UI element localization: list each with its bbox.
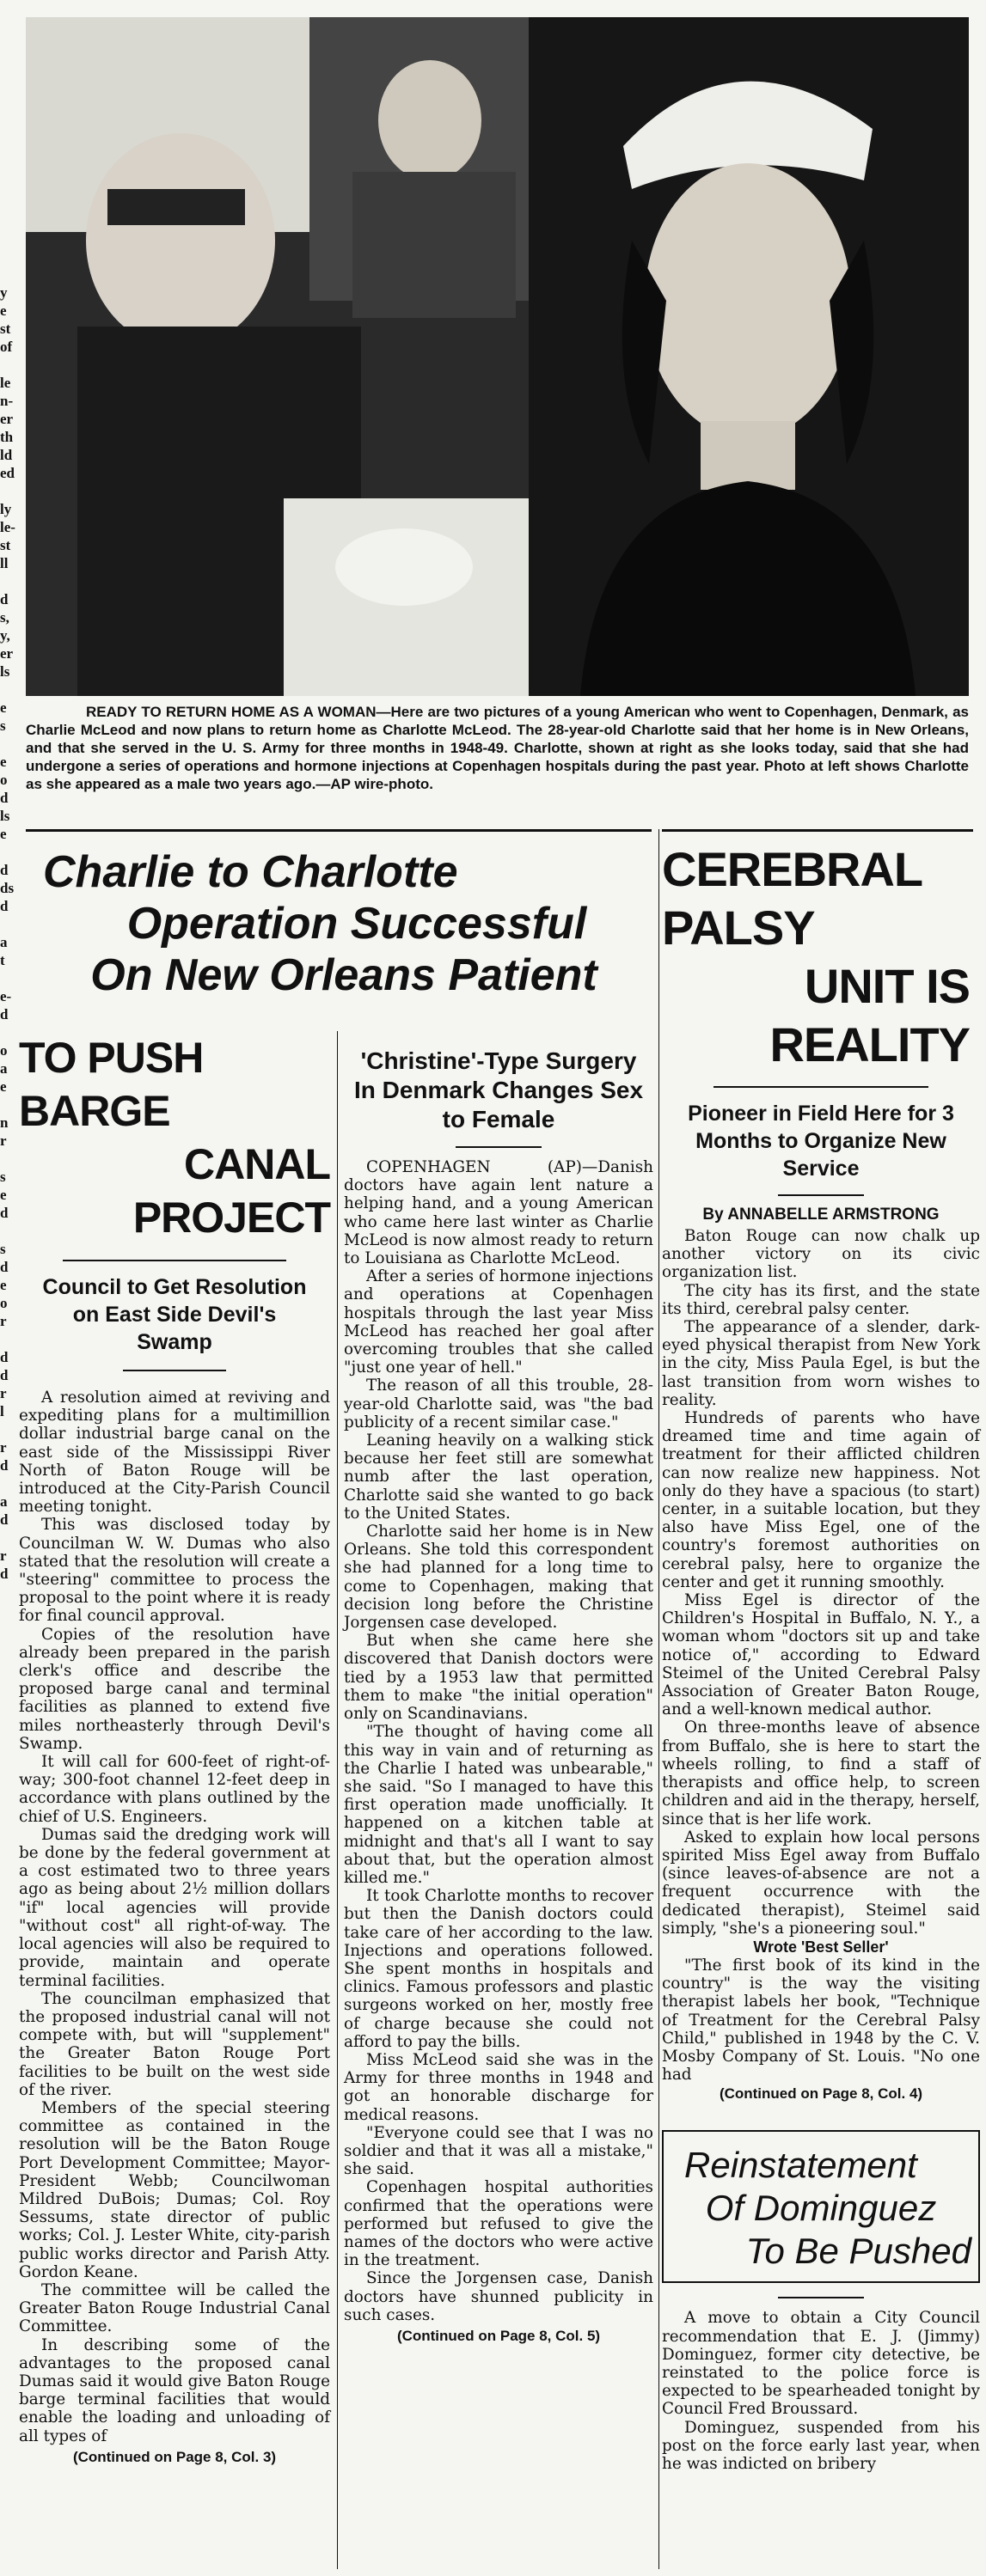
edge-fragment: th: [0, 429, 14, 445]
cerebral-continued: (Continued on Page 8, Col. 4): [719, 2085, 923, 2103]
cerebral-rule-2: [713, 1086, 928, 1088]
edge-fragment: [0, 681, 15, 699]
edge-fragment: d: [0, 1511, 9, 1528]
edge-fragment: [0, 843, 15, 861]
cerebral-headline-line2: UNIT IS REALITY: [769, 959, 970, 1071]
edge-fragment: s: [0, 1241, 6, 1257]
paragraph: Charlotte said her home is in New Orleans. She told this correspondent she had planned for a long time to come to Copenhagen, making that decision long before the Christine Jorgensen case developed.: [344, 1523, 653, 1633]
paragraph: The committee will be called the Greater Baton Rouge Industrial Canal Committee.: [19, 2280, 330, 2336]
paragraph: Copenhagen hospital authorities confirmed that the operations were performed but refused to give the names of the doctors who were active in the treatment.: [344, 2178, 653, 2270]
barge-headline-line2: CANAL PROJECT: [132, 1140, 330, 1242]
photo-caption: [26, 703, 969, 793]
edge-fragment: ed: [0, 465, 15, 481]
edge-fragment: e: [0, 1277, 7, 1293]
paragraph: But when she came here she discovered that Danish doctors were tied by a 1953 law that permitted them to make "the initial operation" only on Scandinavians.: [344, 1632, 653, 1724]
edge-fragment: d: [0, 898, 9, 914]
edge-fragment: o: [0, 1295, 8, 1311]
edge-fragment: e: [0, 302, 7, 319]
edge-fragment: r: [0, 1313, 7, 1329]
dominguez-headline-line3: To Be Pushed: [745, 2231, 971, 2272]
paragraph: Copies of the resolution have already been prepared in the parish clerk's office and describe the proposed barge canal and terminal facilities as planned to extend five miles northeasterly through Devil's Swamp.: [19, 1625, 330, 1753]
edge-fragment: r: [0, 1547, 7, 1564]
dominguez-headline-line2: Of Dominguez: [705, 2188, 937, 2229]
edge-fragment: ds: [0, 880, 15, 896]
edge-fragment: d: [0, 1006, 9, 1022]
edge-fragment: e: [0, 754, 7, 770]
edge-fragment: y,: [0, 627, 10, 644]
edge-fragment: e-: [0, 988, 12, 1004]
edge-fragment: a: [0, 1493, 8, 1510]
paragraph: Miss Egel is director of the Children's Hospital in Buffalo, N. Y., a woman whom "doctors sit up and take notice of," according to Edward Steimel of the United Cerebral Palsy Association of Greater Baton Rouge, and a well-known medical author.: [662, 1591, 980, 1719]
edge-fragment: y: [0, 284, 8, 301]
paragraph: The city has its first, and the state its third, cerebral palsy center.: [662, 1281, 980, 1318]
paragraph: "The thought of having come all this way in vain and of returning as the Charlie I hated was unbearable," she said. "So I managed to have this first operation made unofficially. It happened on a kitchen table at midnight and that's all I want to say about that, but the operation almost killed me.": [344, 1723, 653, 1887]
edge-fragment: [0, 1222, 15, 1240]
barge-body: [19, 1389, 330, 2445]
edge-fragment: st: [0, 320, 11, 337]
edge-fragment: ls: [0, 808, 10, 824]
paragraph: Hundreds of parents who have dreamed time and time again of treatment for their afflicted children can now realize new happiness. Not only do they have a spacious (to start) center, in a suitable location, but they also have Miss Egel, one of the country's foremost authorities on cerebral palsy, here to organize the center and get it running smoothly.: [662, 1409, 980, 1591]
paragraph: A move to obtain a City Council recommendation that E. J. (Jimmy) Dominguez, former city detective, be reinstated to the police force is expected to be spearheaded tonight by Council Fred Broussard.: [662, 2309, 980, 2419]
christine-rule: [456, 1146, 542, 1148]
edge-fragment: [0, 915, 15, 933]
edge-fragment: l: [0, 1403, 4, 1419]
edge-fragment: d: [0, 591, 9, 607]
main-headline-line3: On New Orleans Patient: [90, 950, 597, 1000]
christine-headline: 'Christine'-Type Surgery In Denmark Changes Sex to Female: [353, 1047, 644, 1132]
paragraph: COPENHAGEN (AP)—Danish doctors have again lent nature a helping hand, and a young American who came here last winter as Charlie McLeod is now almost ready to return to Louisiana as Charlotte McLeod.: [344, 1158, 653, 1268]
edge-fragment: [0, 1420, 15, 1438]
caption-text: —Here are two pictures of a young American who went to Copenhagen, Denmark, as Charlie McLeod and now plans to return home as Charlotte McLeod. The 28-year-old Charlotte said that her home is in New Orleans, and that she served in the U. S. Army for three months in 1948-49. Charlotte, shown at right as she looks today, said that she had undergone a series of operations and hormone injections at Copenhagen hospitals during the past year. Photo at left shows Charlotte as she appeared as a male two years ago.—AP wire-photo.: [26, 704, 969, 792]
paragraph: In describing some of the advantages to the proposed canal Dumas said it would give Baton Rouge barge terminal facilities that would enable the loading and unloading of all types of: [19, 2335, 330, 2445]
barge-article: [19, 1031, 330, 2466]
barge-rule: [63, 1260, 286, 1261]
edge-fragment: [0, 1150, 15, 1168]
caption-lead: READY TO RETURN HOME AS A WOMAN: [86, 704, 377, 720]
paragraph: A resolution aimed at reviving and expediting plans for a multimillion dollar industrial barge canal on the east side of the Mississippi River North of Baton Rouge will be introduced at the City-Parish Council meeting tonight.: [19, 1389, 330, 1517]
col-divider-2: [658, 829, 659, 2569]
paragraph: "Everyone could see that I was no soldier and that it was all a mistake," she said.: [344, 2123, 653, 2179]
cerebral-rule-3: [778, 1194, 864, 1196]
cerebral-headline-line1: CEREBRAL PALSY: [662, 842, 922, 955]
edge-fragment: er: [0, 411, 14, 427]
edge-fragment: a: [0, 1060, 8, 1077]
edge-fragment: d: [0, 1457, 9, 1474]
edge-fragment: [0, 735, 15, 753]
barge-headline: [19, 1031, 330, 1244]
paragraph: Dominguez, suspended from his post on the force early last year, when he was indicted on bribery: [662, 2418, 980, 2473]
edge-fragment: ll: [0, 555, 9, 571]
paragraph: It will call for 600-feet of right-of-way; 300-foot channel 12-feet deep in accordance with plans outlined by the chief of U.S. Engineers.: [19, 1753, 330, 1826]
edge-fragment: [0, 572, 15, 590]
photo-left: [26, 17, 529, 696]
edge-fragment: e: [0, 1078, 7, 1095]
edge-fragment: d: [0, 862, 9, 878]
edge-fragment: le-: [0, 519, 15, 535]
cerebral-subhead: Pioneer in Field Here for 3 Months to Organize New Service: [688, 1102, 954, 1181]
dominguez-headline: [671, 2144, 971, 2273]
edge-fragment: e: [0, 699, 7, 716]
paragraph: On three-months leave of absence from Buffalo, she is here to start the wheels rolling, to find a staff of therapists and office help, to screen children and aid in the therapy, herself, since that is her life work.: [662, 1718, 980, 1828]
edge-fragment: [0, 1096, 15, 1114]
rule-top-left: [26, 829, 652, 832]
left-edge-fragments: [0, 284, 15, 1583]
cerebral-subhead-2: Wrote 'Best Seller': [753, 1938, 889, 1956]
edge-fragment: [0, 1023, 15, 1041]
christine-article: [344, 1031, 653, 2345]
edge-fragment: d: [0, 1566, 9, 1582]
dominguez-box: [662, 2130, 980, 2283]
photo-right-image: [529, 17, 969, 696]
paragraph: The councilman emphasized that the proposed industrial canal will not compete with, but will "supplement" the Greater Baton Rouge Port facilities to be built on the west side of the river.: [19, 1989, 330, 2099]
dominguez-rule: [778, 2297, 864, 2298]
edge-fragment: n: [0, 1114, 9, 1131]
edge-fragment: [0, 1474, 15, 1492]
edge-fragment: a: [0, 934, 8, 950]
edge-fragment: d: [0, 1349, 9, 1365]
edge-fragment: r: [0, 1439, 7, 1456]
edge-fragment: t: [0, 952, 5, 968]
edge-fragment: s: [0, 717, 6, 734]
edge-fragment: st: [0, 537, 11, 553]
cerebral-body-2: [662, 1956, 980, 2084]
cerebral-headline: [662, 832, 980, 1074]
main-headline-line1: Charlie to Charlotte: [43, 847, 458, 897]
edge-fragment: r: [0, 1132, 7, 1149]
edge-fragment: [0, 969, 15, 987]
photo-left-image: [26, 17, 529, 696]
edge-fragment: d: [0, 1259, 9, 1275]
edge-fragment: s: [0, 1169, 6, 1185]
paragraph: Members of the special steering committee as contained in the resolution will be the Baton Rouge Port Development Committee; Mayor-President Webb; Councilwoman Mildred DuBois; Dumas; Col. Roy Sessums, state director of public works; Col. J. Lester White, city-parish public works director and Parish Atty. Gordon Keane.: [19, 2098, 330, 2281]
edge-fragment: ly: [0, 501, 12, 517]
paragraph: Baton Rouge can now chalk up another victory on its civic organization list.: [662, 1227, 980, 1282]
christine-continued: (Continued on Page 8, Col. 5): [396, 2328, 601, 2344]
main-headline: [26, 846, 662, 1001]
edge-fragment: d: [0, 1367, 9, 1383]
barge-rule-2: [123, 1370, 226, 1371]
dominguez-headline-line1: Reinstatement: [684, 2145, 917, 2186]
edge-fragment: d: [0, 1205, 9, 1221]
edge-fragment: o: [0, 1042, 8, 1059]
edge-fragment: [0, 482, 15, 500]
barge-continued: (Continued on Page 8, Col. 3): [72, 2448, 277, 2465]
edge-fragment: e: [0, 826, 7, 842]
paragraph: This was disclosed today by Councilman W. W. Dumas who also stated that the resolution will create a "steering" committee to process the proposal to the point where it is ready for final council approval.: [19, 1516, 330, 1626]
cerebral-article: [662, 829, 980, 2473]
edge-fragment: er: [0, 645, 14, 662]
edge-fragment: le: [0, 375, 11, 391]
paragraph: After a series of hormone injections and operations at Copenhagen hospitals through the last year Miss McLeod has reached her goal after overcoming troubles that she called "just one year of hell.": [344, 1267, 653, 1377]
edge-fragment: [0, 356, 15, 374]
cerebral-byline: By ANNABELLE ARMSTRONG: [702, 1206, 940, 1224]
edge-fragment: of: [0, 339, 13, 355]
paragraph: Dumas said the dredging work will be done by the federal government at a cost estimated two to three years ago as being about 2½ million dollars "if" local agencies will provide "without cost" all right-of-way. The local agencies will also be required to provide, maintain and operate terminal facilities.: [19, 1825, 330, 1990]
paragraph: Leaning heavily on a walking stick because her feet still are somewhat numb after the last operation, Charlotte said she wanted to go back to the United States.: [344, 1431, 653, 1523]
edge-fragment: s,: [0, 609, 9, 626]
paragraph: The appearance of a slender, dark-eyed physical therapist from New York in the city, Miss Paula Egel, is but the last transition from worn wishes to reality.: [662, 1318, 980, 1409]
main-headline-line2: Operation Successful: [126, 899, 587, 949]
edge-fragment: ls: [0, 663, 10, 680]
barge-headline-line1: TO PUSH BARGE: [19, 1034, 204, 1135]
edge-fragment: d: [0, 790, 9, 806]
paragraph: Asked to explain how local persons spirited Miss Egel away from Buffalo (since leaves-of-absence are not a frequent occurrence with the dedicated therapist), Steimel said simply, "she's a pioneering soul.": [662, 1828, 980, 1938]
christine-body: [344, 1158, 653, 2324]
edge-fragment: n-: [0, 393, 14, 409]
edge-fragment: r: [0, 1385, 7, 1401]
paragraph: It took Charlotte months to recover but then the Danish doctors could take care of her according to the law. Injections and operations followed. She spent months in hospitals and clinics. Famous professors and plastic surgeons worked on her, mostly free of charge because she could not afford to pay the bills.: [344, 1887, 653, 2051]
photo-right: [529, 17, 969, 696]
paragraph: Since the Jorgensen case, Danish doctors have shunned publicity in such cases.: [344, 2269, 653, 2324]
edge-fragment: e: [0, 1187, 7, 1203]
edge-fragment: ld: [0, 447, 13, 463]
paragraph: "The first book of its kind in the country" is the way the visiting therapist labels her book, "Technique of Treatment for the Cerebral Palsy Child," published in 1948 by the C. V. Mosby Company of St. Louis. "No one had: [662, 1956, 980, 2085]
dominguez-body: [662, 2309, 980, 2473]
cerebral-body: [662, 1227, 980, 1938]
col-divider-1: [337, 1031, 338, 2569]
edge-fragment: [0, 1529, 15, 1547]
edge-fragment: [0, 1330, 15, 1348]
edge-fragment: o: [0, 772, 8, 788]
paragraph: Miss McLeod said she was in the Army for three months in 1948 and got an honorable discharge for medical reasons.: [344, 2050, 653, 2124]
paragraph: The reason of all this trouble, 28-year-old Charlotte said, was "the bad publicity of a recent similar case.": [344, 1377, 653, 1431]
barge-subhead: Council to Get Resolution on East Side Devil's Swamp: [42, 1275, 307, 1354]
